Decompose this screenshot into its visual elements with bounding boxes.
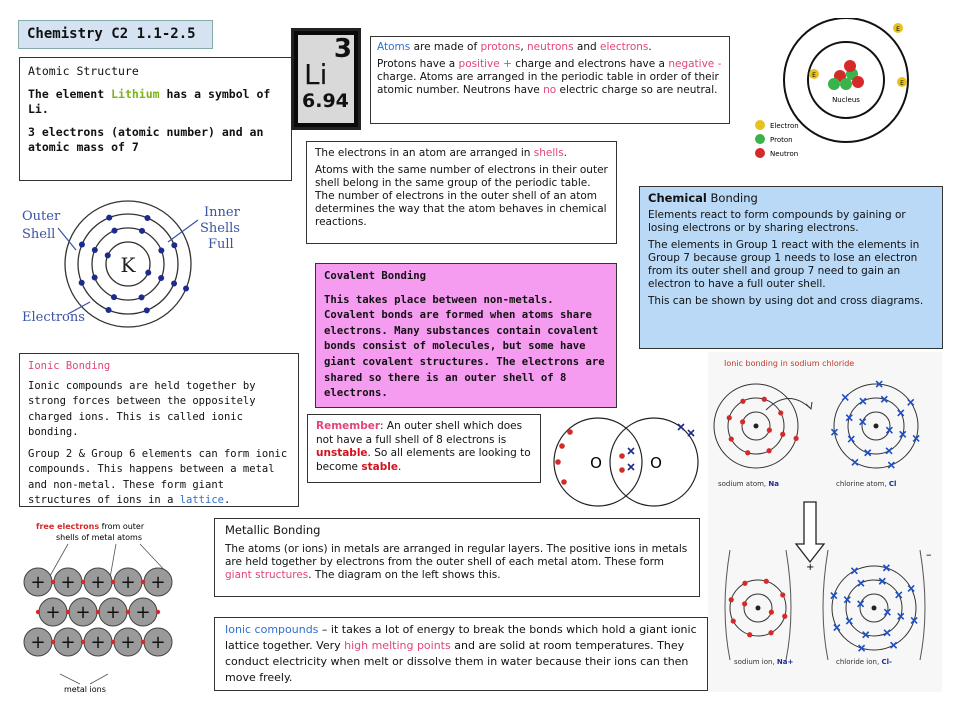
electron-dot [139, 228, 145, 234]
electron-dot [171, 242, 177, 248]
electron-dot [111, 294, 117, 300]
svg-text:K: K [120, 253, 136, 277]
free-electron [51, 580, 55, 584]
chemical-bonding-p3: This can be shown by using dot and cross diagrams. [648, 295, 924, 307]
electron-dot [794, 436, 799, 441]
svg-text:sodium atom, Na: sodium atom, Na [718, 480, 779, 488]
electron-dot [106, 307, 112, 313]
atomic-structure-box [19, 57, 292, 181]
remember-box: Remember: An outer shell which does not have a full shell of 8 electrons is unstable. So all elements are looking to become stable. [307, 414, 541, 483]
electron-dot [79, 242, 85, 248]
free-electron [96, 610, 100, 614]
electron-dot [782, 614, 787, 619]
metallic-heading: Metallic Bonding [225, 523, 321, 537]
electron-dot [144, 307, 150, 313]
nucleus-cluster [828, 60, 864, 90]
element-mass: 6.94 [302, 90, 349, 112]
free-electron [81, 580, 85, 584]
ion-plus: + [120, 572, 136, 593]
electron-dot [778, 410, 783, 415]
svg-text:sodium ion, Na+: sodium ion, Na+ [734, 658, 794, 666]
element-number: 3 [333, 34, 352, 64]
electron-dot [729, 597, 734, 602]
electron-dot [742, 581, 747, 586]
electron-dot [92, 275, 98, 281]
electron-dot [745, 450, 750, 455]
electrons-mass-line: 3 electrons (atomic number) and an atomic mass of 7 [28, 125, 264, 154]
svg-text:+: + [806, 562, 815, 573]
svg-text:E: E [900, 80, 904, 87]
electron-dot [768, 630, 773, 635]
potassium-shells-diagram [18, 190, 248, 338]
chemical-bonding-p2: The elements in Group 1 react with the elements in Group 7 because group 1 needs to lose an electron from its outer shell and group 7 need to gain an electron to have a full outer shell. [648, 239, 920, 290]
ion-plus: + [150, 572, 166, 593]
page-title-text: Chemistry C2 1.1-2.5 [27, 26, 196, 42]
electron-dot [171, 280, 177, 286]
electron-dot [769, 610, 774, 615]
covalent-heading: Covalent Bonding [324, 270, 427, 282]
ion-plus: + [90, 572, 106, 593]
chemical-bonding-box [639, 186, 943, 349]
electron-dot [764, 579, 769, 584]
oxygen-molecule-diagram [548, 412, 708, 512]
electron-dot [747, 632, 752, 637]
electron-dot [780, 592, 785, 597]
free-electron [66, 610, 70, 614]
svg-text:–: – [926, 548, 932, 561]
ion-plus: + [60, 632, 76, 653]
ionic-bonding-box [19, 353, 299, 507]
atoms-para-1: Atoms are made of protons, neutrons and electrons. [377, 41, 652, 53]
free-electron [141, 640, 145, 644]
atom-nucleus-diagram [748, 18, 944, 168]
covalent-bonding-box [315, 263, 617, 408]
svg-text:Shell: Shell [22, 227, 56, 242]
svg-text:E: E [896, 26, 900, 33]
metal-ions [24, 568, 172, 656]
svg-text:Inner: Inner [204, 205, 240, 220]
free-electron [51, 640, 55, 644]
electron-dot [729, 436, 734, 441]
electron-dot [144, 215, 150, 221]
atoms-para-2: Protons have a positive + charge and electrons have a negative - charge. Atoms are arranged in the periodic table in order of their atomic number. Neutrons have no electric charge so are neutral. [377, 58, 722, 96]
atoms-box [370, 36, 730, 124]
shells-para-1: The electrons in an atom are arranged in shells. [315, 147, 568, 159]
svg-text:Shells: Shells [200, 221, 240, 236]
free-electron [36, 610, 40, 614]
ionic-p1: Ionic compounds are held together by strong forces between the oppositely charged ions. This is called ionic bonding. [28, 379, 256, 438]
ionic-compounds-box: Ionic compounds – it takes a lot of energy to break the bonds which hold a giant ionic lattice together. Very high melting points and are solid at room temperatures. They conduct electricity when melt or dissolve them in water because their ions can then move freely. [214, 617, 708, 691]
chemical-bonding-p1: Elements react to form compounds by gaining or losing electrons or by sharing electrons. [648, 209, 906, 234]
electron-dot [158, 275, 164, 281]
electron-dot [79, 280, 85, 286]
ion-plus: + [30, 572, 46, 593]
free-electron [141, 580, 145, 584]
shells-para-2: Atoms with the same number of electrons in their outer shell belong in the same group of the periodic table. The number of electrons in the outer shell of an atom determines the way that the atom behaves in chemical reactions. [315, 164, 608, 228]
electron-dot [183, 286, 189, 292]
svg-text:shells of metal atoms: shells of metal atoms [56, 533, 142, 542]
ion-plus: + [75, 602, 91, 623]
ion-plus: + [45, 602, 61, 623]
svg-text:O: O [590, 454, 602, 472]
sodium-chloride-diagram [708, 352, 942, 692]
ion-plus: + [60, 572, 76, 593]
free-electron [81, 640, 85, 644]
svg-text:Ionic bonding in sodium chlori: Ionic bonding in sodium chloride [724, 359, 855, 368]
ion-plus: + [90, 632, 106, 653]
nucleus-dot [874, 424, 879, 429]
metallic-bonding-box [214, 518, 700, 597]
nucleus-dot [756, 606, 761, 611]
free-electron [126, 610, 130, 614]
free-electron [111, 640, 115, 644]
ionic-p2: Group 2 & Group 6 elements can form ionic compounds. This happens between a metal and non-metal. These form giant structures of ions in a lattice. [28, 447, 288, 506]
atomic-structure-heading: Atomic Structure [28, 64, 139, 78]
svg-text:E: E [812, 72, 816, 79]
page-title [18, 20, 213, 49]
electron-dot [780, 432, 785, 437]
svg-text:chloride ion, Cl-: chloride ion, Cl- [836, 658, 892, 666]
electron-dot [731, 618, 736, 623]
metal-lattice-diagram [20, 518, 192, 698]
svg-text:Outer: Outer [22, 209, 61, 224]
svg-text:Full: Full [208, 237, 234, 252]
svg-text:O: O [650, 454, 662, 472]
covalent-body: This takes place between non-metals. Covalent bonds are formed when atoms share electrons. Many substances contain covalent bonds consist of molecules, but some have giant covalent structures. The electrons are shared so there is an outer shell of 8 electrons. [324, 293, 605, 400]
svg-text:metal ions: metal ions [64, 685, 106, 694]
electron-dot [740, 419, 745, 424]
electron-dot [158, 247, 164, 253]
shells-box [306, 141, 617, 244]
svg-text:Electron: Electron [770, 122, 799, 130]
nucleus-label: Nucleus [832, 96, 860, 104]
ion-plus: + [30, 632, 46, 653]
svg-text:chlorine atom, Cl: chlorine atom, Cl [836, 480, 897, 488]
ion-plus: + [135, 602, 151, 623]
electron-dot [145, 270, 151, 276]
electron-dot [139, 294, 145, 300]
electron-dot [92, 247, 98, 253]
free-electron [111, 580, 115, 584]
ion-plus: + [120, 632, 136, 653]
electron-dot [762, 397, 767, 402]
electron-dot [111, 228, 117, 234]
electron-dot [766, 448, 771, 453]
legend [755, 120, 799, 158]
electron-dot [727, 415, 732, 420]
free-electron [156, 610, 160, 614]
nucleus-dot [872, 606, 877, 611]
element-card [291, 28, 361, 130]
ion-plus: + [105, 602, 121, 623]
electron-dot [106, 215, 112, 221]
svg-text:Electrons: Electrons [22, 310, 85, 325]
svg-text:Proton: Proton [770, 136, 793, 144]
lithium-line: The element Lithium has a symbol of Li. [28, 87, 271, 116]
svg-text:free electrons from outer: free electrons from outer [36, 522, 145, 531]
electron-dot [742, 601, 747, 606]
electron-dot [767, 428, 772, 433]
ion-plus: + [150, 632, 166, 653]
svg-text:Neutron: Neutron [770, 150, 799, 158]
element-symbol: Li [304, 58, 328, 91]
ionic-heading: Ionic Bonding [28, 360, 111, 372]
metallic-body: The atoms (or ions) in metals are arranged in regular layers. The positive ions in metals are held together by electrons from the outer shell of each metal atom. These form giant structures. The diagram on the left shows this. [225, 543, 688, 581]
nucleus-dot [754, 424, 759, 429]
chemical-bonding-heading: Chemical Bonding [648, 191, 758, 205]
electron-dot [105, 252, 111, 258]
electron-dot [740, 399, 745, 404]
